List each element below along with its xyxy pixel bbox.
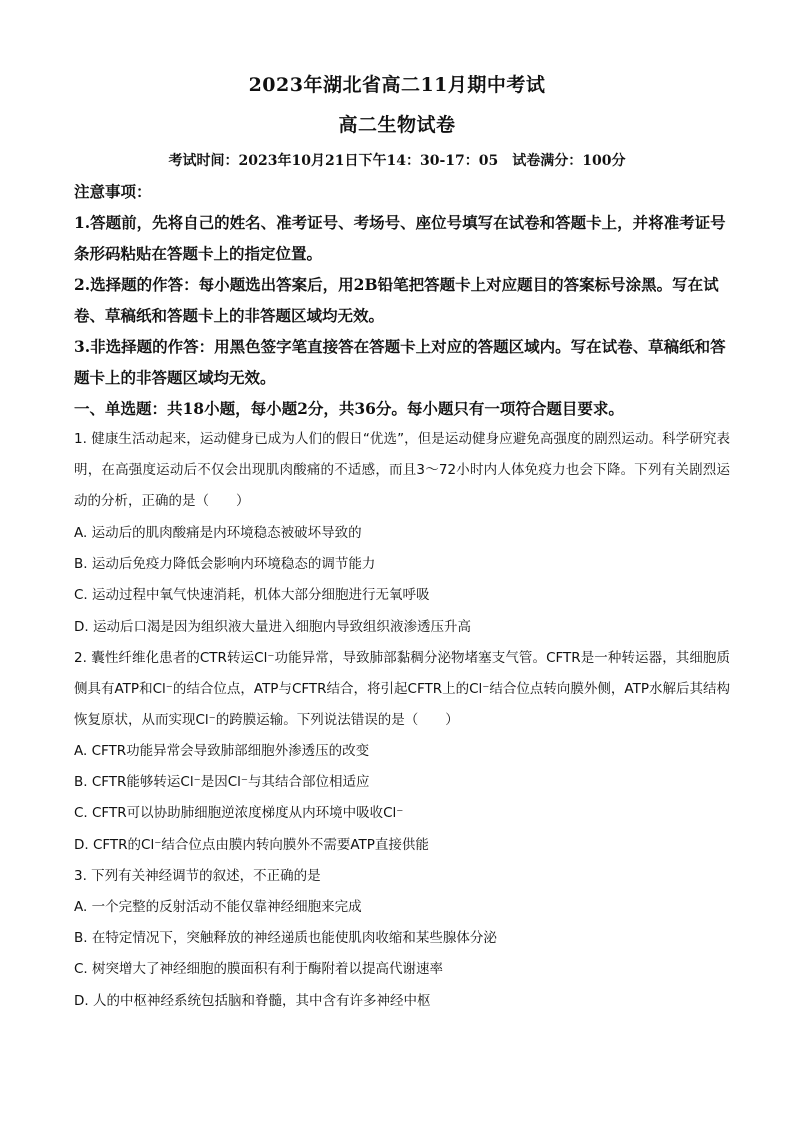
notice-heading: 注意事项： <box>74 182 152 201</box>
exam-title: 2023年湖北省高二11月期中考试 <box>248 74 546 96</box>
question-3-option-b: B. 在特定情况下，突触释放的神经递质也能使肌肉收缩和某些腺体分泌 <box>74 930 497 946</box>
question-1-option-a: A. 运动后的肌肉酸痛是内环境稳态被破坏导致的 <box>74 525 362 541</box>
exam-time-info: 考试时间：2023年10月21日下午14：30-17：05 试卷满分：100分 <box>168 153 626 169</box>
question-3-option-d: D. 人的中枢神经系统包括脑和脊髓，其中含有许多神经中枢 <box>74 993 431 1009</box>
question-3-option-a: A. 一个完整的反射活动不能仅靠神经细胞来完成 <box>74 899 362 915</box>
question-1-option-d: D. 运动后口渴是因为组织液大量进入细胞内导致组织液渗透压升高 <box>74 619 471 635</box>
question-2-option-a: A. CFTR功能异常会导致肺部细胞外渗透压的改变 <box>74 743 370 759</box>
notice-item-1: 1.答题前，先将自己的姓名、准考证号、考场号、座位号填写在试卷和答题卡上，并将准考证号条形码粘贴在答题卡上的指定位置。 <box>74 213 726 263</box>
exam-subtitle: 高二生物试卷 <box>338 114 456 136</box>
section-heading: 一、单选题：共18小题，每小题2分，共36分。每小题只有一项符合题目要求。 <box>74 399 624 418</box>
question-2-option-c: C. CFTR可以协助肺细胞逆浓度梯度从内环境中吸收Cl⁻ <box>74 805 404 821</box>
question-1-option-c: C. 运动过程中氧气快速消耗，机体大部分细胞进行无氧呼吸 <box>74 587 430 603</box>
question-2-option-d: D. CFTR的Cl⁻结合位点由膜内转向膜外不需要ATP直接供能 <box>74 837 429 853</box>
question-1-stem: 1. 健康生活动起来，运动健身已成为人们的假日“优选”，但是运动健身应避免高强度的剧烈运动。科学研究表明，在高强度运动后不仅会出现肌肉酸痛的不适感，而且3～72小时内人体免疫力也会下降。下列有关剧烈运动的分析，正确的是（ ） <box>74 431 730 509</box>
question-1-option-b: B. 运动后免疫力降低会影响内环境稳态的调节能力 <box>74 556 376 572</box>
notice-item-3: 3.非选择题的作答：用黑色签字笔直接答在答题卡上对应的答题区域内。写在试卷、草稿纸和答题卡上的非答题区域均无效。 <box>74 337 726 387</box>
question-2-stem: 2. 囊性纤维化患者的CTR转运Cl⁻功能异常，导致肺部黏稠分泌物堵塞支气管。CFTR是一种转运器，其细胞质侧具有ATP和Cl⁻的结合位点，ATP与CFTR结合，将引起CFTR上的Cl⁻结合位点转向膜外侧，ATP水解后其结构恢复原状，从而实现Cl⁻的跨膜运输。下列说法错误的是（ ） <box>74 650 730 728</box>
question-3-option-c: C. 树突增大了神经细胞的膜面积有利于酶附着以提高代谢速率 <box>74 961 444 977</box>
question-2-option-b: B. CFTR能够转运Cl⁻是因Cl⁻与其结合部位相适应 <box>74 774 370 790</box>
question-3-stem: 3. 下列有关神经调节的叙述，不正确的是 <box>74 868 321 884</box>
notice-item-2: 2.选择题的作答：每小题选出答案后，用2B铅笔把答题卡上对应题目的答案标号涂黑。写在试卷、草稿纸和答题卡上的非答题区域均无效。 <box>74 275 719 325</box>
